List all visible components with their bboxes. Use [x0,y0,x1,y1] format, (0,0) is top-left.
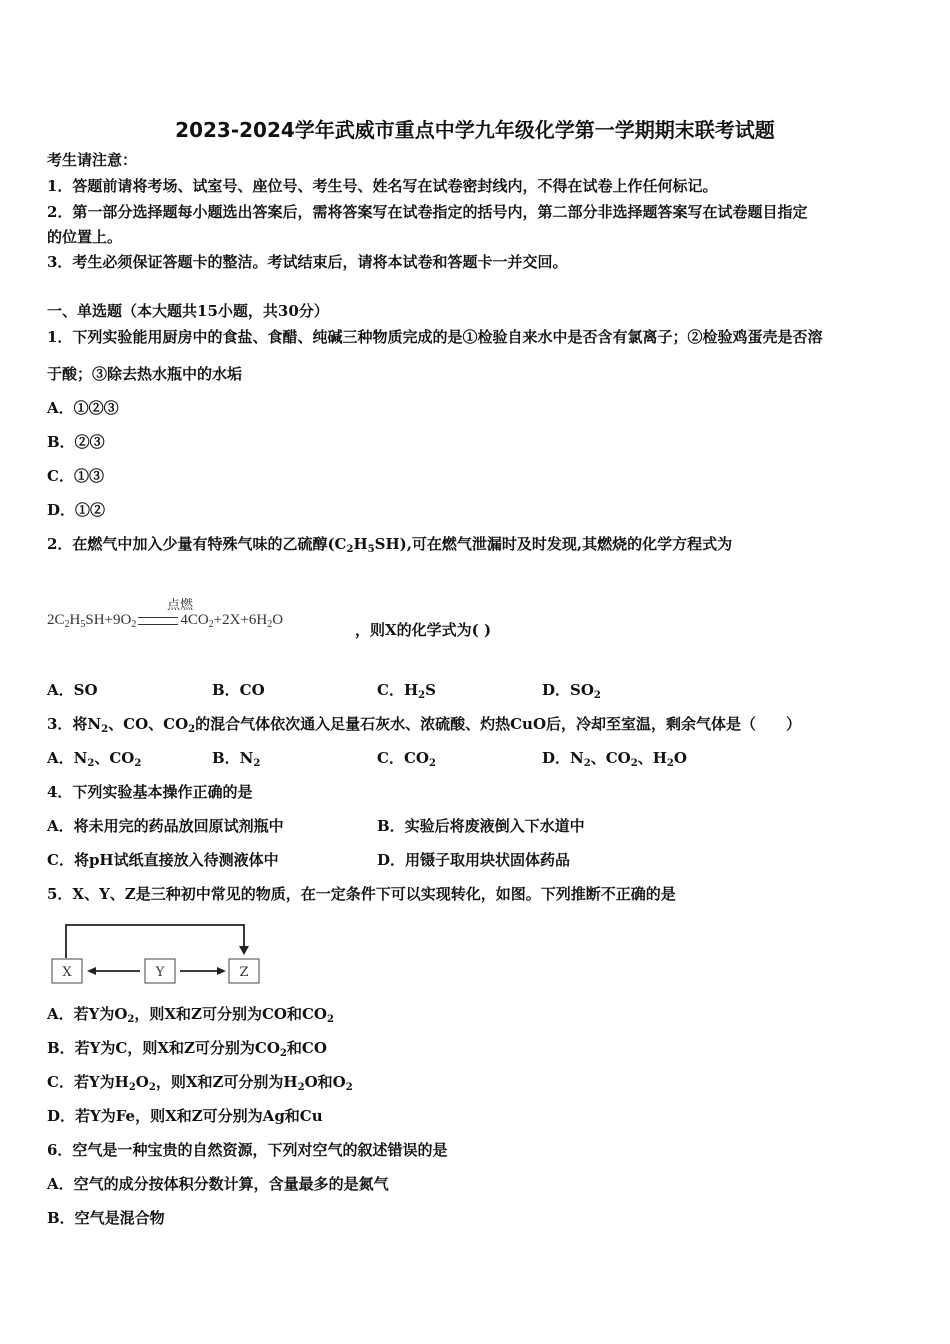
q2-option-a: A．SO [47,681,98,699]
q1-option-c: C．①③ [47,467,104,485]
equation-arrow [138,617,178,625]
q2-stem: 2．在燃气中加入少量有特殊气味的乙硫醇$(C_2H_5SH)$,可在燃气泄漏时及时发现,其燃烧的化学方程式为 [47,535,733,555]
notice-item-3: 3．考生必须保证答题卡的整洁。考试结束后，请将本试卷和答题卡一并交回。 [47,253,568,271]
q6-stem: 6．空气是一种宝贵的自然资源，下列对空气的叙述错误的是 [47,1141,448,1159]
y-to-z-top-line [66,925,244,958]
q4-option-b: B．实验后将废液倒入下水道中 [377,817,585,835]
node-z-label: Z [239,965,249,980]
q4-stem: 4．下列实验基本操作正确的是 [47,783,253,801]
q1-stem: 1．下列实验能用厨房中的食盐、食醋、纯碱三种物质完成的是①检验自来水中是否含有氯离子；②检验鸡蛋壳是否溶 [47,328,823,346]
q3-option-a: A．$N_2$、$CO_2$ [47,749,142,769]
section-heading: 一、单选题（本大题共15小题，共30分） [47,302,329,320]
top-arrowhead [239,946,249,955]
equation-condition: 点燃 [167,597,194,612]
q5-option-b: B．若Y为C，则X和Z可分别为$CO_2$和CO [47,1039,327,1059]
q1-stem-cont: 于酸；③除去热水瓶中的水垢 [47,365,243,383]
q5-option-c: C．若Y为$H_2O_2$，则X和Z可分别为$H_2O$和$O_2$ [47,1073,353,1093]
q2-equation-tail: ，则X的化学式为( ) [355,621,492,639]
page-title: 2023-2024学年武威市重点中学九年级化学第一学期期末联考试题 [175,118,775,142]
node-x-label: X [62,965,72,980]
q3-option-b: B．$N_2$ [212,749,261,769]
q3-option-d: D．$N_2$、$CO_2$、$H_2O$ [542,749,687,769]
q4-option-c: C．将pH试纸直接放入待测液体中 [47,851,279,869]
y-to-z-arrowhead [217,967,226,975]
notice-item-2-cont: 的位置上。 [47,228,123,246]
y-to-x-arrowhead [87,967,96,975]
chemical-equation: 点燃 $2C_2H_5SH+9O_2$ $4CO_2+2X+6H_2O$ [47,612,283,629]
q2-option-d: D．$SO_2$ [542,681,601,701]
node-y-label: Y [155,965,165,980]
q6-option-b: B．空气是混合物 [47,1209,165,1227]
notice-heading: 考生请注意： [47,151,138,169]
q2-option-b: B．CO [212,681,265,699]
notice-item-1: 1．答题前请将考场、试室号、座位号、考生号、姓名写在试卷密封线内，不得在试卷上作任何标记。 [47,177,718,195]
q5-option-d: D．若Y为Fe，则X和Z可分别为Ag和Cu [47,1107,323,1125]
q3-stem: 3．将$N_2$、CO、$CO_2$的混合气体依次通入足量石灰水、浓硫酸、灼热CuO后，冷却至室温，剩余气体是（ ） [47,715,802,735]
q3-option-c: C．$CO_2$ [377,749,436,769]
q1-option-a: A．①②③ [47,399,119,417]
q4-option-d: D．用镊子取用块状固体药品 [377,851,571,869]
q5-stem: 5．X、Y、Z是三种初中常见的物质，在一定条件下可以实现转化，如图。下列推断不正确的是 [47,885,676,903]
q5-option-a: A．若Y为$O_2$，则X和Z可分别为CO和$CO_2$ [47,1005,334,1025]
notice-item-2: 2．第一部分选择题每小题选出答案后，需将答案写在试卷指定的括号内，第二部分非选择题答案写在试卷题目指定 [47,203,808,221]
q1-option-d: D．①② [47,501,106,519]
q2-option-c: C．$H_2S$ [377,681,436,701]
q6-option-a: A．空气的成分按体积分数计算，含量最多的是氮气 [47,1175,389,1193]
q4-option-a: A．将未用完的药品放回原试剂瓶中 [47,817,284,835]
q1-option-b: B．②③ [47,433,105,451]
xyz-conversion-diagram [48,922,268,988]
